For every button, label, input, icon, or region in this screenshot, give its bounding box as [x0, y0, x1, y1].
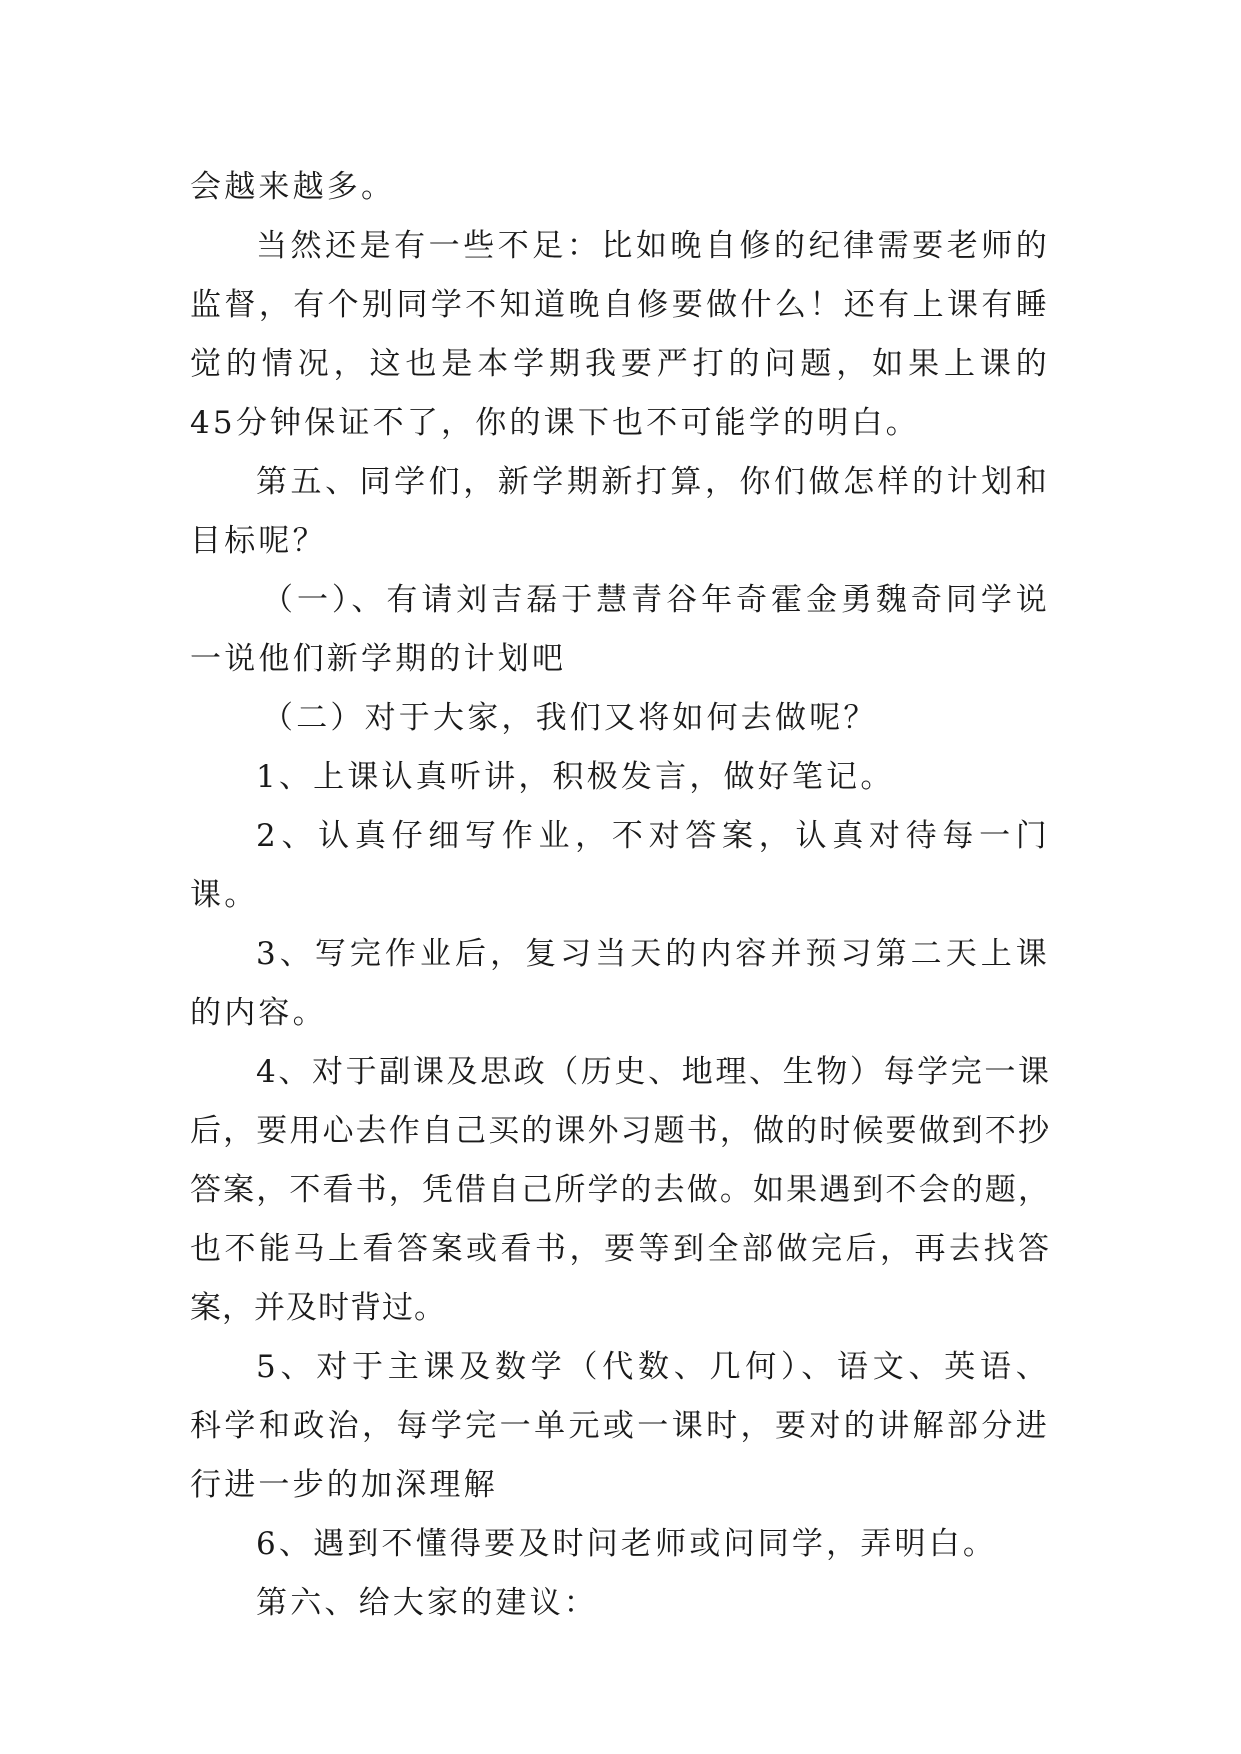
- list-item-4: 4、对于副课及思政（历史、地理、生物）每学完一课后，要用心去作自己买的课外习题书，做的时候要做到不抄答案，不看书，凭借自己所学的去做。如果遇到不会的题，也不能马上看答案或看书，要等到全部做完后，再去找答案，并及时背过。: [190, 1054, 1050, 1326]
- paragraph-continuation: 会越来越多。: [190, 169, 396, 205]
- list-item-6: 6、遇到不懂得要及时问老师或问同学，弄明白。: [256, 1526, 998, 1562]
- paragraph-section-five: 第五、同学们，新学期新打算，你们做怎样的计划和目标呢？: [190, 464, 1050, 559]
- document-body: [190, 158, 1050, 1633]
- list-item-2: 2、认真仔细写作业，不对答案，认真对待每一门课。: [190, 818, 1050, 913]
- paragraph-item-one-heading: （一）、有请刘吉磊于慧青谷年奇霍金勇魏奇同学说一说他们新学期的计划吧: [190, 582, 1050, 677]
- list-item-3: 3、写完作业后，复习当天的内容并预习第二天上课的内容。: [190, 936, 1050, 1031]
- paragraph-section-six: 第六、给大家的建议：: [256, 1585, 598, 1621]
- paragraph-item-two-heading: （二）对于大家，我们又将如何去做呢？: [262, 700, 878, 736]
- paragraph-shortcomings: 当然还是有一些不足：比如晚自修的纪律需要老师的监督，有个别同学不知道晚自修要做什么！还有上课有睡觉的情况，这也是本学期我要严打的问题，如果上课的45分钟保证不了，你的课下也不可能学的明白。: [190, 228, 1050, 441]
- list-item-1: 1、上课认真听讲，积极发言，做好笔记。: [256, 759, 895, 795]
- list-item-5: 5、对于主课及数学（代数、几何）、语文、英语、科学和政治，每学完一单元或一课时，要对的讲解部分进行进一步的加深理解: [190, 1349, 1050, 1503]
